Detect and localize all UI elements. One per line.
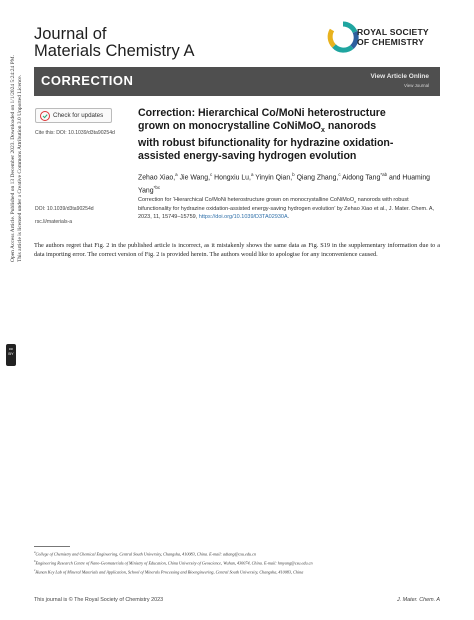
affiliation-text: College of Chemistry and Chemical Engineering, Central South University, Changsha, 410083, China. E-mail: adtang@csu.edu.cn <box>35 551 257 557</box>
publisher-line1: ROYAL SOCIETY <box>357 27 429 37</box>
publisher-name <box>357 27 429 47</box>
author-name[interactable]: Yinyin Qian, <box>253 174 293 182</box>
open-access-line1: Open Access Article. Published on 13 December 2023. Downloaded on 1/1/2024 5:24:24 PM. <box>10 55 16 262</box>
check-updates-label: Check for updates <box>53 112 104 119</box>
correction-text-pre: Correction for ‘Hierarchical Co/MoNi heterostructure grown on monocrystalline CoNiMoO <box>138 197 355 203</box>
publisher-line2: OF CHEMISTRY <box>357 37 425 47</box>
title-line2-pre: grown on monocrystalline CoNiMoO <box>138 119 322 132</box>
author-affiliation: c <box>338 172 341 177</box>
view-article-online-link[interactable]: View Article Online <box>370 73 429 80</box>
view-journal-link[interactable]: View Journal <box>403 83 429 88</box>
title-line2 <box>138 120 444 138</box>
author-affiliation: a <box>175 172 178 177</box>
title-subscript: x <box>321 126 325 134</box>
author-name[interactable]: Jie Wang, <box>177 174 210 182</box>
affiliation-marker: a <box>34 550 36 554</box>
affiliation-item <box>34 549 440 558</box>
author-affiliation: c <box>209 172 213 177</box>
footnote-divider <box>34 546 70 547</box>
cc-license-badge[interactable]: cc BY <box>6 344 16 366</box>
affiliation-text: Hunan Key Lab of Mineral Materials and Application, School of Minerals Processing and Bioengineering, Central South University, Changsha, 410083, China <box>35 569 304 575</box>
correction-reference <box>138 197 440 221</box>
author-name[interactable]: Qiang Zhang, <box>294 174 339 182</box>
check-for-updates-button[interactable] <box>35 108 112 123</box>
correction-banner <box>34 67 440 96</box>
author-list <box>138 170 440 196</box>
journal-title-line1: Journal of <box>34 25 107 43</box>
journal-title-line2: Materials Chemistry A <box>34 42 195 60</box>
affiliation-text: Engineering Research Centre of Nano-Geomaterials of Ministry of Education, China University of Geoscience, Wuhan, 430074, China. E-mail: hmyang@csu.edu.cn <box>35 560 313 566</box>
affiliation-item <box>34 567 440 576</box>
title-line3: with robust bifunctionality for hydrazine oxidation- <box>138 137 394 150</box>
journal-link[interactable]: rsc.li/materials-a <box>35 219 73 225</box>
article-title <box>138 107 444 162</box>
author-name[interactable]: Aidong Tang <box>340 174 381 182</box>
check-updates-icon <box>40 111 50 121</box>
correction-text-mid: nanorods with robust bifunctionality for hydrazine oxidation-assisted energy-saving hydrogen evolution’ by Zehao Xiao et al., J. Mater. Chem. A, 2023, 11, 15749–15759, <box>138 197 435 220</box>
open-access-line2: This article is licensed under a Creative Commons Attribution 3.0 Unported Licence. <box>17 74 23 262</box>
cite-this: Cite this: DOI: 10.1039/d3ta90254d <box>35 130 115 136</box>
affiliation-marker: b <box>34 558 36 563</box>
author-affiliation: b <box>292 172 295 177</box>
title-line2-post: nanorods <box>324 119 377 132</box>
author-affiliation: *bc <box>153 184 161 190</box>
correction-text-end: . <box>287 213 290 220</box>
correction-body: The authors regret that Fig. 2 in the published article is incorrect, as it mistakenly shows the same data as Fig. S19 in the supplementary information due to a data importing error. The correct version of Fig. 2 is provided herein. The authors would like to apologise for any inconvenience caused. <box>34 242 440 259</box>
affiliation-marker: c <box>34 567 36 572</box>
title-line4: assisted energy-saving hydrogen evolution <box>138 149 357 162</box>
author-name[interactable]: Hongxiu Lu, <box>212 174 251 182</box>
author-affiliation: a <box>250 172 254 177</box>
affiliations <box>34 549 440 576</box>
affiliation-item <box>34 558 440 567</box>
correction-subscript: x <box>354 199 357 205</box>
original-article-doi-link[interactable]: https://doi.org/10.1039/D3TA02930A <box>198 213 288 220</box>
journal-footer: J. Mater. Chem. A <box>396 597 440 603</box>
open-access-notice <box>10 2 24 262</box>
author-name[interactable]: and Huaming Yang <box>138 174 430 195</box>
title-line1: Correction: Hierarchical Co/MoNi heterostructure <box>138 107 386 119</box>
article-type-label: CORRECTION <box>41 73 134 88</box>
journal-title <box>34 26 194 60</box>
doi-label[interactable]: DOI: 10.1039/d3ta90254d <box>35 206 94 212</box>
author-affiliation: *ab <box>380 172 388 177</box>
author-name[interactable]: Zehao Xiao, <box>138 174 176 182</box>
copyright-footer: This journal is © The Royal Society of Chemistry 2023 <box>34 597 164 603</box>
